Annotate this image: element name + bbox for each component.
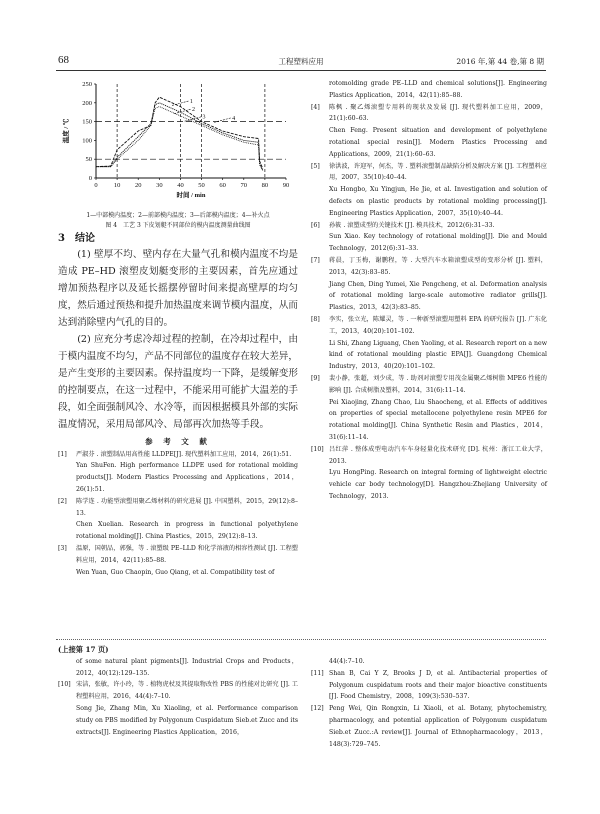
issue-info: 2016 年,第 44 卷,第 8 期 xyxy=(456,57,544,66)
y-tick-label: 100 xyxy=(82,137,92,145)
reference-number: [1] xyxy=(58,450,67,458)
reference-item xyxy=(58,496,298,543)
reference-english: Sun Xiao. Key technology of rotational molding[J]. Die and Mould Technology，2012(6):31–33. xyxy=(329,233,547,253)
y-tick-label: 50 xyxy=(85,156,92,164)
reference-english: Chen Feng. Present situation and development of polyethylene rotational special resin[J]. Modern Plastics Processing and Applications，2009，21(1):60–63. xyxy=(329,127,547,158)
reference-item xyxy=(311,78,547,102)
reference-item xyxy=(311,703,547,750)
reference-chinese: 陈枫 . 聚乙烯滚塑专用料的现状及发展 [J]. 现代塑料加工应用，2009，21(1):60–63. xyxy=(329,103,547,123)
reference-item xyxy=(311,255,547,314)
reference-number: [6] xyxy=(311,221,320,229)
temperature-chart xyxy=(58,78,298,206)
reference-chinese: 温原，国朝品，郭强，等 . 滚塑级 PE–LLD 和化学溶液的相容性测试 [J]. 工程塑料应用，2014，42(11):85–88. xyxy=(76,544,298,564)
reference-number: [3] xyxy=(58,544,67,552)
reference-chinese: 蒋晨，丁玉梅，谢鹏程，等 . 大型汽车水箱滚塑成型的变形分析 [J]. 塑料，2013，42(3):83–85. xyxy=(329,256,547,276)
y-tick-label: 200 xyxy=(82,99,92,107)
series-line-2 xyxy=(96,97,263,168)
reference-english: of some natural plant pigments[J]. Industrial Crops and Products，2012，40(12):129–135. xyxy=(76,657,298,677)
reference-item xyxy=(311,668,547,703)
figure-legend: 1—中部模内温度；2—前部模内温度；3—后部模内温度；4—补火点 xyxy=(86,211,270,219)
reference-english: rotomolding grade PE–LLD and chemical solutions[J]. Engineering Plastics Application，2014，42(11):85–88. xyxy=(329,80,547,99)
reference-english: Wen Yuan, Guo Chaopin, Guo Qiang, et al. Compatibility test of xyxy=(76,568,275,576)
annotation-leader xyxy=(185,117,202,122)
reference-chinese: 裴小静，张超，刘少成，等 . 助剂对滚塑专用茂金属聚乙烯树脂 MPE6 性能的影响 [J]. 合成树脂及塑料，2014，31(6):11–14. xyxy=(329,374,547,394)
continued-references-left xyxy=(58,656,298,739)
journal-title: 工程塑料应用 xyxy=(278,57,324,66)
right-column xyxy=(311,78,547,503)
y-tick-label: 0 xyxy=(88,175,92,182)
reference-item xyxy=(58,449,298,496)
x-tick-label: 80 xyxy=(261,182,269,189)
reference-chinese: 宋洁，张敏，许小玲，等 . 植物虎杖及其提取物改性 PBS 的性能对比研究 [J]. 工程塑料应用，2016，44(4):7–10. xyxy=(76,681,298,701)
annotation-label: 3 xyxy=(202,114,206,121)
reference-number: [4] xyxy=(311,103,320,111)
references-left xyxy=(58,449,298,579)
reference-item xyxy=(311,373,547,444)
x-axis-label: 时间 / min xyxy=(176,192,206,199)
reference-english: Xu Hongbo, Xu Yingjun, He Jie, et al. Investigation and solution of defects on plastic products by rotational molding processing[J]. Engineering Plastics Application，2007，35(10):40–44. xyxy=(329,186,547,217)
left-column xyxy=(58,78,298,578)
annotation-label: 2 xyxy=(192,107,195,114)
series-line-1 xyxy=(96,103,263,171)
reference-chinese: 吕红萍 . 整体成型电动汽车车身轻量化技术研究 [D]. 杭州：浙江工业大学，2013. xyxy=(329,445,547,465)
reference-item xyxy=(311,161,547,220)
reference-english: 44(4):7–10. xyxy=(329,658,365,665)
reference-item xyxy=(58,679,298,738)
x-tick-label: 10 xyxy=(113,182,121,189)
reference-item xyxy=(58,656,298,680)
reference-english: Li Shi, Zhang Liguang, Chen Yaoling, et al. Research report on a new kind of rotational moulding plastic EPA[J]. Guangdong Chemical Industry，2013，40(20):101–102. xyxy=(329,339,547,371)
conclusion-paragraph-2: (2) 应充分考虑冷却过程的控制，在冷却过程中，由于模内温度不均匀，产品不同部位的温度存在较大差异，是产生变形的主要因素。保持温度均一下降，是缓解变形的控制要点，在这一过程中，不能采用可能扩大温差的手段，如全面强制风冷、水冷等，而因根据模具外部的实际温度情况，采用局部风冷、局部再次加热等手段。 xyxy=(58,333,298,430)
reference-chinese: 严淑芬 . 滚塑制品用高性能 LLDPE[J]. 现代塑料加工应用，2014，26(1):51. xyxy=(76,450,292,458)
x-tick-label: 60 xyxy=(219,182,226,189)
annotation-label: 4 xyxy=(232,115,236,122)
references-heading: 参 考 文 献 xyxy=(145,436,211,446)
x-tick-label: 90 xyxy=(282,182,290,189)
x-tick-label: 0 xyxy=(94,182,98,189)
reference-number: [2] xyxy=(58,497,67,505)
x-tick-label: 40 xyxy=(177,182,184,189)
reference-english: Peng Wei, Qin Rongxin, Li Xiaoli, et al. Botany, phytochemistry, pharmacology, and potential application of Polygonum cuspidatum Sieb.et Zucc.:A review[J]. Journal of Ethnopharmacology，2013，148(3):729–745. xyxy=(329,705,547,748)
reference-number: [7] xyxy=(311,256,320,264)
running-header xyxy=(56,56,546,71)
page-number: 68 xyxy=(58,54,69,66)
continued-label: (上接第 17 页) xyxy=(58,645,109,654)
x-tick-label: 20 xyxy=(134,182,142,189)
conclusion-paragraph-1: (1) 壁厚不均、壁内存在大量气孔和模内温度不均是造成 PE–HD 滚塑皮划艇变形的主要因素，首先应通过增加预热程序以及延长摇摆停留时间来提高壁厚的均匀度，然后通过预热和提升加热温度来调节模内温度，从而达到消除壁内气孔的目的。 xyxy=(58,248,298,328)
continued-references-right xyxy=(311,656,547,750)
y-axis-label: 温度 / ℃ xyxy=(63,118,70,144)
reference-item xyxy=(311,444,547,503)
reference-item xyxy=(58,543,298,578)
reference-item xyxy=(311,314,547,373)
reference-item xyxy=(311,102,547,161)
reference-number: [10] xyxy=(58,681,71,689)
reference-english: Jiang Chen, Ding Yumei, Xie Pengcheng, et al. Deformation analysis of rotational molding large-scale automotive radiator grills[J]. Plastics，2013，42(3):83–85. xyxy=(329,280,547,312)
reference-english: Song Jie, Zhang Min, Xu Xiaoling, et al. Performance comparison study on PBS modified by Polygonum Cuspidatum Sieb.et Zucc and its extracts[J]. Engineering Plastics Application，2016， xyxy=(76,704,298,736)
x-tick-label: 30 xyxy=(156,182,163,189)
reference-english: Lyu HongPing. Research on integral forming of lightweight electric vehicle car body technology[D]. Hangzhou:Zhejiang University of Technology，2013. xyxy=(329,469,547,500)
reference-number: [8] xyxy=(311,315,320,323)
x-tick-label: 50 xyxy=(198,182,205,189)
continued-right-column xyxy=(311,656,547,750)
references-right xyxy=(311,78,547,503)
reference-english: Yan ShuFen. High performance LLDPE used for rotational molding products[J]. Modern Plastics Processing and Applications，2014，26(1):51. xyxy=(76,462,298,493)
annotation-label: 1 xyxy=(189,98,193,105)
reference-english: Chen Xuelian. Research in progress in functional polyethylene rotational molding[J]. China Plastics，2015，29(12):8–13. xyxy=(76,521,298,541)
section-divider xyxy=(56,639,546,640)
reference-chinese: 陈学连 . 功能型滚塑用聚乙烯材料的研究进展 [J]. 中国塑料，2015，29(12):8–13. xyxy=(76,497,298,517)
reference-chinese: 徐洪波，许迎军，何杰，等 . 塑料滚塑制品缺陷分析及解决方案 [J]. 工程塑料应用，2007，35(10):40–44. xyxy=(329,162,547,182)
reference-english: Pei Xiaojing, Zhang Chao, Liu Shaocheng, et al. Effects of additives on properties of special metallocene polyethylene resin MPE6 for rotational molding[J]. China Synthetic Resin and Plastics，2014，31(6):11–14. xyxy=(329,398,547,441)
reference-number: [11] xyxy=(311,669,324,677)
reference-chinese: 李实，张立光，陈耀灵，等 . 一种新型滚塑用塑料 EPA 的研究报告 [J]. 广东化工，2013，40(20):101–102. xyxy=(329,315,547,335)
reference-number: [9] xyxy=(311,374,320,382)
reference-number: [12] xyxy=(311,705,324,713)
reference-item xyxy=(311,656,547,668)
reference-number: [5] xyxy=(311,162,320,170)
x-tick-label: 70 xyxy=(240,182,248,189)
y-tick-label: 250 xyxy=(82,81,92,88)
reference-number: [10] xyxy=(311,445,324,453)
figure-caption: 图 4 工艺 3 下皮划艇不同部位的模内温度测量曲线图 xyxy=(105,221,251,229)
reference-english: Shan B, Cai Y Z, Brooks J D, et al. Antibacterial properties of Polygonum cuspidatum roots and their major bioactive constituents [J]. Food Chemistry，2008，109(3):530–537. xyxy=(329,669,547,701)
reference-item xyxy=(311,220,547,255)
y-tick-label: 150 xyxy=(82,118,92,126)
reference-chinese: 孙筱 . 滚塑成型的关键技术 [J]. 模具技术，2012(6):31–33. xyxy=(329,221,495,229)
continued-left-column xyxy=(58,644,298,738)
section-heading: 3 结论 xyxy=(58,232,95,244)
